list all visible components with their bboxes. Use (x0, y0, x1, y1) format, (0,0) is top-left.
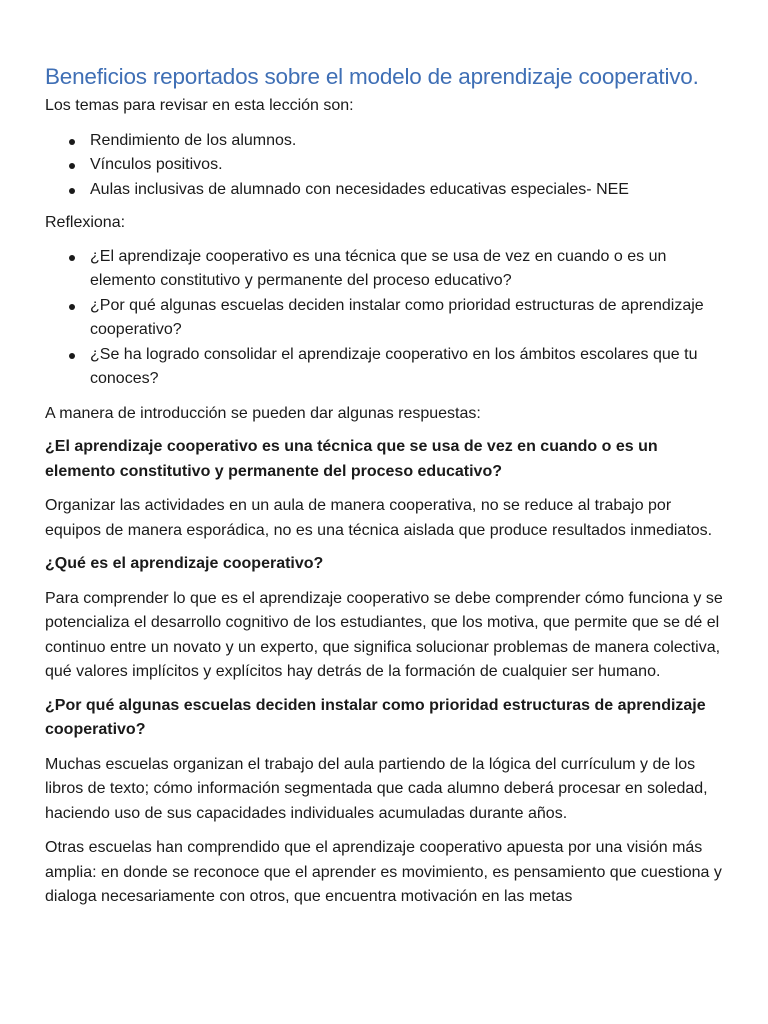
list-item: ¿El aprendizaje cooperativo es una técnica que se usa de vez en cuando o es un elemento constitutivo y permanente del proceso educativo? (90, 245, 728, 294)
answer-paragraph-3b: Otras escuelas han comprendido que el aprendizaje cooperativo apuesta por una visión más amplia: en donde se reconoce que el aprender es movimiento, es pensamiento que cuestiona y dialoga necesariamente con otros, que encuentra motivación en las metas (45, 839, 722, 905)
bullet-icon (69, 353, 75, 359)
bullet-icon (69, 304, 75, 310)
bullet-icon (69, 139, 75, 145)
list-item: Aulas inclusivas de alumnado con necesidades educativas especiales- NEE (90, 178, 728, 203)
answer-paragraph-3a: Muchas escuelas organizan el trabajo del aula partiendo de la lógica del currículum y de los libros de texto; cómo información segmentada que cada alumno deberá procesar en soledad, haciendo uso de sus capacidades individuales acumuladas durante años. (45, 755, 708, 822)
question-heading-1: ¿El aprendizaje cooperativo es una técnica que se usa de vez en cuando o es un elemento constitutivo y permanente del proceso educativo? (45, 438, 658, 480)
page-title: Beneficios reportados sobre el modelo de aprendizaje cooperativo. (45, 64, 699, 89)
reflect-label: Reflexiona: (45, 214, 126, 231)
topics-list (45, 129, 728, 203)
list-item: Rendimiento de los alumnos. (90, 129, 728, 154)
bullet-icon (69, 188, 75, 194)
list-item: ¿Por qué algunas escuelas deciden instalar como prioridad estructuras de aprendizaje cooperativo? (90, 294, 728, 343)
list-item: ¿Se ha logrado consolidar el aprendizaje cooperativo en los ámbitos escolares que tu conoces? (90, 343, 728, 392)
answer-paragraph-1: Organizar las actividades en un aula de manera cooperativa, no se reduce al trabajo por equipos de manera esporádica, no es una técnica aislada que produce resultados inmediatos. (45, 497, 713, 539)
intro-text: Los temas para revisar en esta lección son: (45, 97, 354, 114)
reflect-questions-list (45, 245, 728, 392)
question-heading-2: ¿Qué es el aprendizaje cooperativo? (45, 555, 324, 572)
bullet-icon (69, 163, 75, 169)
question-heading-3: ¿Por qué algunas escuelas deciden instalar como prioridad estructuras de aprendizaje cooperativo? (45, 696, 706, 738)
list-item: Vínculos positivos. (90, 153, 728, 178)
answers-intro: A manera de introducción se pueden dar algunas respuestas: (45, 404, 481, 422)
answer-paragraph-2: Para comprender lo que es el aprendizaje cooperativo se debe comprender cómo funciona y se potencializa el desarrollo cognitivo de los estudiantes, que los motiva, que permite que se dé el continuo entre un novato y un experto, que significa solucionar problemas de manera colectiva, qué valores implícitos y explícitos hay detrás de la formación de cualquier ser humano. (45, 589, 723, 680)
bullet-icon (69, 255, 75, 261)
